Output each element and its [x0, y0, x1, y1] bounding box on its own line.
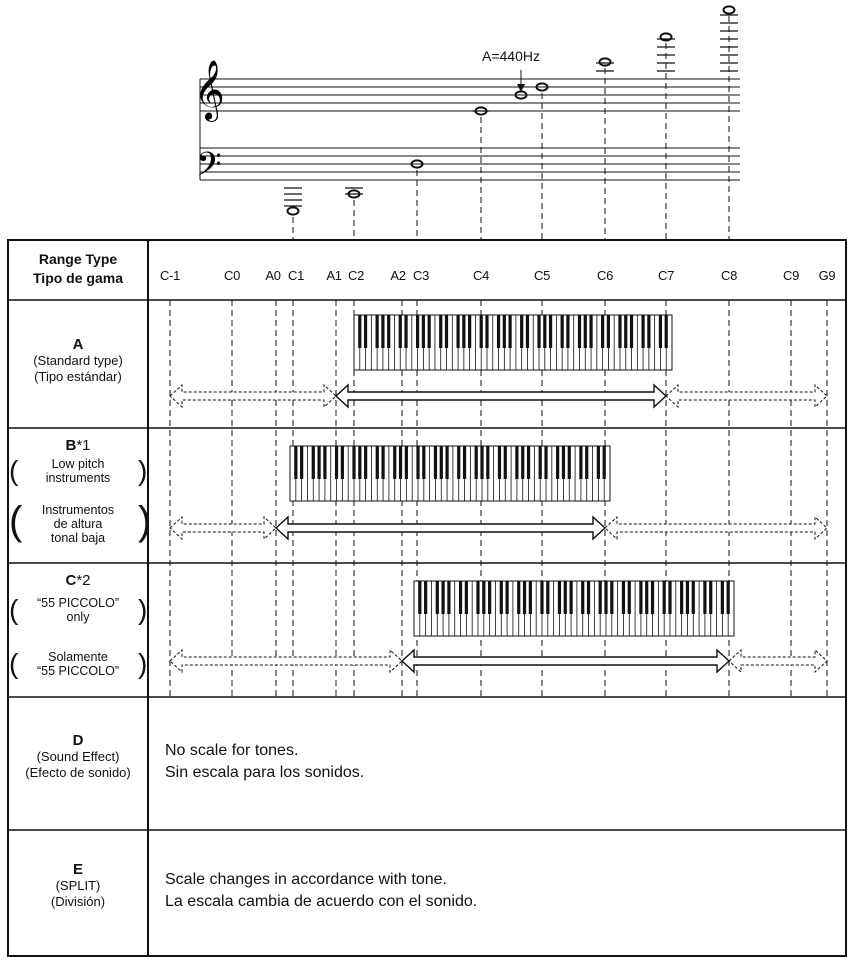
keyboard-a: [354, 315, 672, 370]
keyboard-b-black-key-43: [544, 446, 547, 479]
note-label-c-1: C-1: [159, 268, 181, 283]
note-label-c8: C8: [720, 268, 738, 283]
keyboard-c-body: [414, 581, 734, 636]
keyboard-c-black-key-35: [622, 581, 625, 614]
row-c-es-paren-right: ): [138, 648, 148, 679]
keyboard-b-black-key-25: [440, 446, 443, 479]
note-c6: [600, 58, 611, 65]
keyboard-b-black-key-52: [597, 446, 600, 479]
keyboard-c-black-key-49: [703, 581, 706, 614]
keyboard-b-black-key-0: [294, 446, 297, 479]
keyboard-c-black-key-33: [610, 581, 613, 614]
keyboard-c-black-key-46: [686, 581, 689, 614]
keyboard-b-black-key-24: [434, 446, 437, 479]
row-c-en-line2: only: [66, 610, 90, 624]
keyboard-c-black-key-39: [645, 581, 648, 614]
keyboard-c-black-key-47: [692, 581, 695, 614]
keyboard-a-black-key-4: [381, 315, 384, 348]
keyboard-c-black-key-10: [476, 581, 479, 614]
keyboard-a-black-key-18: [462, 315, 465, 348]
keyboard-c: [414, 581, 734, 636]
row-c-es-line1: Solamente: [48, 650, 108, 664]
keyboard-a-black-key-14: [439, 315, 442, 348]
keyboard-a-black-key-21: [480, 315, 483, 348]
keyboard-a-black-key-8: [404, 315, 407, 348]
row-d-desc-es: Sin escala para los sonidos.: [165, 764, 365, 781]
keyboard-a-black-key-28: [520, 315, 523, 348]
keyboard-b-black-key-15: [381, 446, 384, 479]
row-e-label: [8, 862, 148, 910]
row-c-es: [8, 650, 148, 678]
keyboard-a-black-key-26: [509, 315, 512, 348]
keyboard-c-black-key-26: [569, 581, 572, 614]
keyboard-a-black-key-25: [503, 315, 506, 348]
row-d-desc-en: No scale for tones.: [165, 742, 299, 759]
keyboard-a-black-key-7: [399, 315, 402, 348]
keyboard-a-black-key-22: [485, 315, 488, 348]
note-dashed-lines: [170, 300, 827, 697]
keyboard-c-black-key-42: [663, 581, 666, 614]
keyboard-b-black-key-26: [445, 446, 448, 479]
keyboard-c-black-key-52: [721, 581, 724, 614]
keyboard-b-black-key-42: [539, 446, 542, 479]
keyboard-a-black-key-42: [601, 315, 604, 348]
keyboard-b-black-key-39: [521, 446, 524, 479]
arrow-b-low-dashed: [170, 517, 276, 539]
keyboard-c-black-key-29: [587, 581, 590, 614]
row-a-line1: (Standard type): [33, 353, 123, 368]
keyboard-c-black-key-38: [639, 581, 642, 614]
keyboard-b-black-key-40: [527, 446, 530, 479]
arrow-b-high-dashed: [605, 517, 827, 539]
range-arrows: [170, 385, 827, 672]
keyboard-a-black-key-12: [428, 315, 431, 348]
row-b-en-paren-right: ): [138, 455, 148, 486]
range-type-header: [8, 250, 148, 288]
range-type-title-en: Range Type: [38, 251, 118, 267]
arrow-c-range: [402, 650, 729, 672]
keyboard-b-black-key-28: [457, 446, 460, 479]
keyboard-a-black-key-36: [566, 315, 569, 348]
keyboard-a-black-key-31: [537, 315, 540, 348]
keyboards: [290, 315, 734, 636]
row-b-es-paren-left: (: [9, 499, 23, 543]
keyboard-c-black-key-3: [436, 581, 439, 614]
keyboard-b-black-key-14: [376, 446, 379, 479]
row-d-description: [165, 740, 364, 784]
note-label-c2: C2: [347, 268, 365, 283]
keyboard-a-black-key-33: [549, 315, 552, 348]
row-b-letter: B: [65, 437, 77, 454]
keyboard-b-black-key-50: [585, 446, 588, 479]
keyboard-a-black-key-43: [607, 315, 610, 348]
keyboard-c-black-key-32: [604, 581, 607, 614]
note-label-c4: C4: [472, 268, 490, 283]
keyboard-a-black-key-53: [665, 315, 668, 348]
note-label-a0: A0: [265, 268, 281, 283]
keyboard-c-black-key-1: [424, 581, 427, 614]
note-label-c0: C0: [223, 268, 241, 283]
keyboard-b-black-key-46: [562, 446, 565, 479]
row-b-es: [8, 499, 148, 545]
range-type-title-es: Tipo de gama: [33, 270, 123, 286]
keyboard-c-black-key-43: [668, 581, 671, 614]
row-b-en: [8, 457, 148, 485]
keyboard-c-black-key-17: [517, 581, 520, 614]
row-a-label: [8, 337, 148, 385]
row-c-en-line1: “55 PICCOLO”: [37, 596, 119, 610]
keyboard-a-black-key-24: [497, 315, 500, 348]
keyboard-b-black-key-18: [399, 446, 402, 479]
note-label-c5: C5: [533, 268, 551, 283]
keyboard-c-black-key-15: [505, 581, 508, 614]
keyboard-a-black-key-5: [387, 315, 390, 348]
keyboard-b-black-key-12: [364, 446, 367, 479]
row-c-label: [8, 573, 148, 589]
keyboard-b-black-key-29: [463, 446, 466, 479]
row-e-line2: (División): [50, 894, 106, 909]
keyboard-b-black-key-31: [475, 446, 478, 479]
row-b-en-line1: Low pitch: [51, 457, 105, 471]
keyboard-c-black-key-18: [523, 581, 526, 614]
keyboard-c-black-key-11: [482, 581, 485, 614]
keyboard-a-body: [354, 315, 672, 370]
note-label-a2: A2: [390, 268, 406, 283]
bass-clef-icon: 𝄢: [196, 146, 222, 192]
note-label-g9: G9: [818, 268, 836, 283]
keyboard-c-black-key-4: [441, 581, 444, 614]
keyboard-c-black-key-5: [447, 581, 450, 614]
a440-arrowhead: [517, 84, 525, 92]
keyboard-c-black-key-45: [680, 581, 683, 614]
note-label-c1: C1: [287, 268, 305, 283]
row-a-letter: A: [72, 336, 84, 353]
keyboard-c-black-key-14: [500, 581, 503, 614]
keyboard-b-black-key-10: [352, 446, 355, 479]
keyboard-b-black-key-17: [393, 446, 396, 479]
keyboard-b-black-key-33: [486, 446, 489, 479]
keyboard-c-black-key-36: [628, 581, 631, 614]
keyboard-c-black-key-31: [599, 581, 602, 614]
keyboard-c-black-key-28: [581, 581, 584, 614]
keyboard-b-black-key-1: [300, 446, 303, 479]
arrow-a-high-dashed: [666, 385, 827, 407]
arrow-a-low-dashed: [170, 385, 336, 407]
row-c-en-paren-left: (: [9, 594, 19, 625]
keyboard-b: [290, 446, 610, 501]
arrow-c-high-dashed: [729, 650, 827, 672]
keyboard-a-black-key-19: [468, 315, 471, 348]
keyboard-a-black-key-39: [584, 315, 587, 348]
row-b-es-line3: tonal baja: [50, 531, 106, 545]
keyboard-a-black-key-40: [589, 315, 592, 348]
a440-label: A=440Hz: [482, 48, 540, 64]
keyboard-c-black-key-0: [418, 581, 421, 614]
keyboard-b-black-key-38: [515, 446, 518, 479]
note-c8: [724, 6, 735, 13]
keyboard-a-black-key-1: [364, 315, 367, 348]
keyboard-a-black-key-47: [630, 315, 633, 348]
keyboard-a-black-key-32: [543, 315, 546, 348]
row-e-description: [165, 869, 477, 913]
keyboard-c-black-key-19: [529, 581, 532, 614]
note-label-c6: C6: [596, 268, 614, 283]
keyboard-b-black-key-36: [504, 446, 507, 479]
note-label-c7: C7: [657, 268, 675, 283]
staff-diagram: [0, 0, 854, 240]
keyboard-b-black-key-4: [317, 446, 320, 479]
keyboard-b-black-key-8: [341, 446, 344, 479]
keyboard-c-black-key-22: [546, 581, 549, 614]
keyboard-a-black-key-35: [561, 315, 564, 348]
keyboard-a-black-key-3: [376, 315, 379, 348]
keyboard-c-black-key-50: [709, 581, 712, 614]
row-e-line1: (SPLIT): [55, 878, 101, 893]
keyboard-a-black-key-17: [456, 315, 459, 348]
keyboard-b-black-key-5: [323, 446, 326, 479]
grand-staff-lines: [200, 79, 740, 180]
keyboard-c-black-key-25: [564, 581, 567, 614]
keyboard-a-black-key-46: [624, 315, 627, 348]
row-b-label: [8, 438, 148, 454]
keyboard-a-black-key-11: [422, 315, 425, 348]
row-b-mark: *1: [76, 437, 91, 454]
keyboard-b-black-key-3: [312, 446, 315, 479]
row-b-es-line1: Instrumentos: [41, 503, 115, 517]
keyboard-c-black-key-12: [488, 581, 491, 614]
row-c-en: [8, 596, 148, 624]
row-b-es-line2: de altura: [53, 517, 103, 531]
keyboard-c-black-key-7: [459, 581, 462, 614]
row-c-en-paren-right: ): [138, 594, 148, 625]
keyboard-b-black-key-32: [480, 446, 483, 479]
keyboard-b-black-key-53: [603, 446, 606, 479]
keyboard-b-black-key-35: [498, 446, 501, 479]
keyboard-b-black-key-21: [416, 446, 419, 479]
note-c1: [288, 207, 299, 214]
row-c-es-paren-left: (: [9, 648, 19, 679]
row-d-letter: D: [72, 732, 84, 749]
row-e-letter: E: [72, 861, 83, 878]
treble-clef-icon: 𝄞: [194, 60, 225, 120]
keyboard-a-black-key-15: [445, 315, 448, 348]
row-c-mark: *2: [76, 572, 91, 589]
keyboard-c-black-key-24: [558, 581, 561, 614]
note-label-a1: A1: [326, 268, 342, 283]
arrow-a-range: [336, 385, 666, 407]
keyboard-b-black-key-22: [422, 446, 425, 479]
row-b-es-paren-right: ): [138, 499, 152, 543]
keyboard-c-black-key-21: [540, 581, 543, 614]
row-e-desc-en: Scale changes in accordance with tone.: [165, 871, 447, 888]
note-label-c9: C9: [782, 268, 800, 283]
row-e-desc-es: La escala cambia de acuerdo con el sonido.: [165, 893, 478, 910]
row-d-label: [8, 733, 148, 781]
keyboard-b-black-key-47: [568, 446, 571, 479]
row-b-en-paren-left: (: [9, 455, 19, 486]
row-d-line2: (Efecto de sonido): [25, 765, 131, 780]
keyboard-a-black-key-10: [416, 315, 419, 348]
keyboard-a-black-key-49: [641, 315, 644, 348]
row-a-line2: (Tipo estándar): [34, 369, 122, 384]
keyboard-c-black-key-53: [727, 581, 730, 614]
arrow-c-low-dashed: [170, 650, 402, 672]
row-d-line1: (Sound Effect): [36, 749, 120, 764]
note-label-c3: C3: [412, 268, 430, 283]
row-b-en-line2: instruments: [45, 471, 111, 485]
keyboard-b-black-key-49: [579, 446, 582, 479]
keyboard-b-body: [290, 446, 610, 501]
keyboard-b-black-key-7: [335, 446, 338, 479]
keyboard-a-black-key-52: [659, 315, 662, 348]
keyboard-b-black-key-45: [556, 446, 559, 479]
keyboard-a-black-key-29: [526, 315, 529, 348]
keyboard-b-black-key-11: [358, 446, 361, 479]
arrow-b-range: [276, 517, 605, 539]
keyboard-a-black-key-45: [618, 315, 621, 348]
keyboard-c-black-key-40: [651, 581, 654, 614]
row-c-es-line2: “55 PICCOLO”: [37, 664, 119, 678]
row-c-letter: C: [65, 572, 77, 589]
keyboard-a-black-key-0: [358, 315, 361, 348]
keyboard-b-black-key-19: [405, 446, 408, 479]
keyboard-a-black-key-38: [578, 315, 581, 348]
keyboard-a-black-key-50: [647, 315, 650, 348]
keyboard-c-black-key-8: [465, 581, 468, 614]
